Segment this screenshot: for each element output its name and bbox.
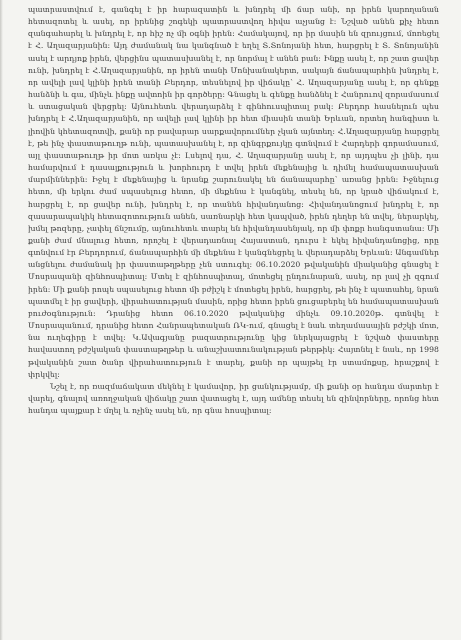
document-paragraph-2: Նշել է, որ ռազմաճակատ մեկնել է կամավոր, իր ցանկությամբ, մի քանի օր հանդա մարտեր է վարել, գնալով առողջական վիճակը շատ վատացել է, այդ ամենը տեսել են զինվորները, որոնց հետ հանդա պայքար է մղել և ոչինչ ասել են, որ գնա հոսպիտալ: (28, 381, 439, 416)
page-edge-shadow (0, 0, 3, 640)
document-paragraph-1: պատրաստվում է, գանգել է իր հարազատին և խնդրել մի ճար անի, որ իրեն կարողանան հետազոտել և ասել, որ իրենից շոգեկի պատրաստվող հիվա աչյանց է: Նշված անեն քիչ հետո զանգահարել և խնդրել է, որ հիշ ոչ մի օգնի իրեն: Համակայով, որ իր մասին են զրույցում, մոռեցել է Հ. Աղազարյանին: Այդ ժամանակ նա կանգնած է եղել Տ.Տոնոյանի հետ, հարցրել է Տ. Տոնոյանին ասել է արդյոք իրեն, վերցինս պատասխանել է, որ նորմալ է անեն բան: Ինքը ասել է, որ շատ ցավեր ունի, խնդրել է Հ.Աղազարյանին, որ իրեն տանի Մոնխանակերտ, սակայն ճանապարհին խնդրել է, որ ավելի լավ կլինի իրեն տանի Բերդոր, տեսնելով իր վիճակը՝ Հ. Աղազարյանը ասել է, որ գենքը հանձնի և գա, մինչև ինքը ավտոին իր գործերը: Գնացել և գենքը հանձնել է Հանրուով զորամասում և ստացական վերցրել: Այնուհետև վերադարձել է գինհուսպիտալ բակ: Բերդոր հասնելուն պես խնդրել է Հ.Աղազարյանին, որ ավելի լավ կլինի իր հետ միասին տանի Երևան, որտեղ հանգիստ և լիովին կհետազոտվի, քանի որ բավարար սարքավորումներ չկան այնտեղ: Հ.Աղազարյանը հարցրել է, թե ինչ փաստաթուղթ ունի, պատասխանել է, որ զինգրքույկը գտնվում է Հարդերի գորամասում, այլ փաստաթուղթ իր մոտ առկա չէ: Լսելով դա, Հ. Աղազարյանը ասել է, որ այդպես չի լինի, դա համարվում է դասալքություն և խորհուրդ է տվել իրեն մեքենայից և դիմել համապատասխան մարմիններին: Իջել է մեքենայից և նրանք շարունակել են ճանապարհը՝ առանց իրեն: Իջնելուց հետո, մի երկու ժամ սպասելուց հետո, մի մեքենա է կանգնել, տեսել են, որ կրած վիճակում է, հարցրել է, որ ցավեր ունի, խնդրել է, որ տանեն հիվանդանոց: Հիվանդանոցում խնդրել է, որ զասարապակիկ հետազոտություն անեն, սառնարկի հետ կապված, իրեն դեղեր են տվել, ներարկել, խմել թոզերը, չափել ճնշումը, այնուհետև տարել են հիվանդասենյակ, որ մի փոքր հանգստանա: Մի քանի ժամ մնալուց հետո, որոշել է վերադառնալ Հայաստան, դուրս է եկել հիվանդանոցից, որը գտնվում էր Բերդորում, ճանապարհին մի մեքենա է կանգնեցրել և վերադարձել Երևան: Անգամներ անցնելու ժամանակ իր փաստաթղթերը չեն ստուգել: 06.10.2020 թվականին միականից գնացել է Մոսրապանի զինհոսպիտալ: Մտել է զինհոսպիտալ, մոտեցել ընդունարան, ասել, որ լավ չի զգում իրեն: Մի քանի րոպե սպասելուց հետո մի բժիշկ է մոտեցել իրեն, հարցրել, թե ինչ է պատահել, նրան պատմել է իր ցավերի, վիրահատության մասին, որից հետո իրեն ցուցաբերել են համապատասխան բուժօգնություն: Դրանից հետո 06.10.2020 թվականից մինչև 09.10.2020թ. գտնվել է Մոսրապանում, դրանից հետո Հանրապետական ՌԿ-ում, գնացել է նաև տեղամասային բժշկի մոտ, նա ուղեգիրը է տվել: Կ.Ավագյանը բազատրությունը կից ներկայացրել է նշված փաստերը հավաստող բժշկական փաստաթղթեր և անաշխատունակության թերթիկ: Հայտնել է նաև, որ 1998 թվականին շատ ծանր վիրահատություն է տարել, քանի որ պայթել էր ստամոքսը, հրաշքով է փրկվել: (28, 5, 439, 379)
